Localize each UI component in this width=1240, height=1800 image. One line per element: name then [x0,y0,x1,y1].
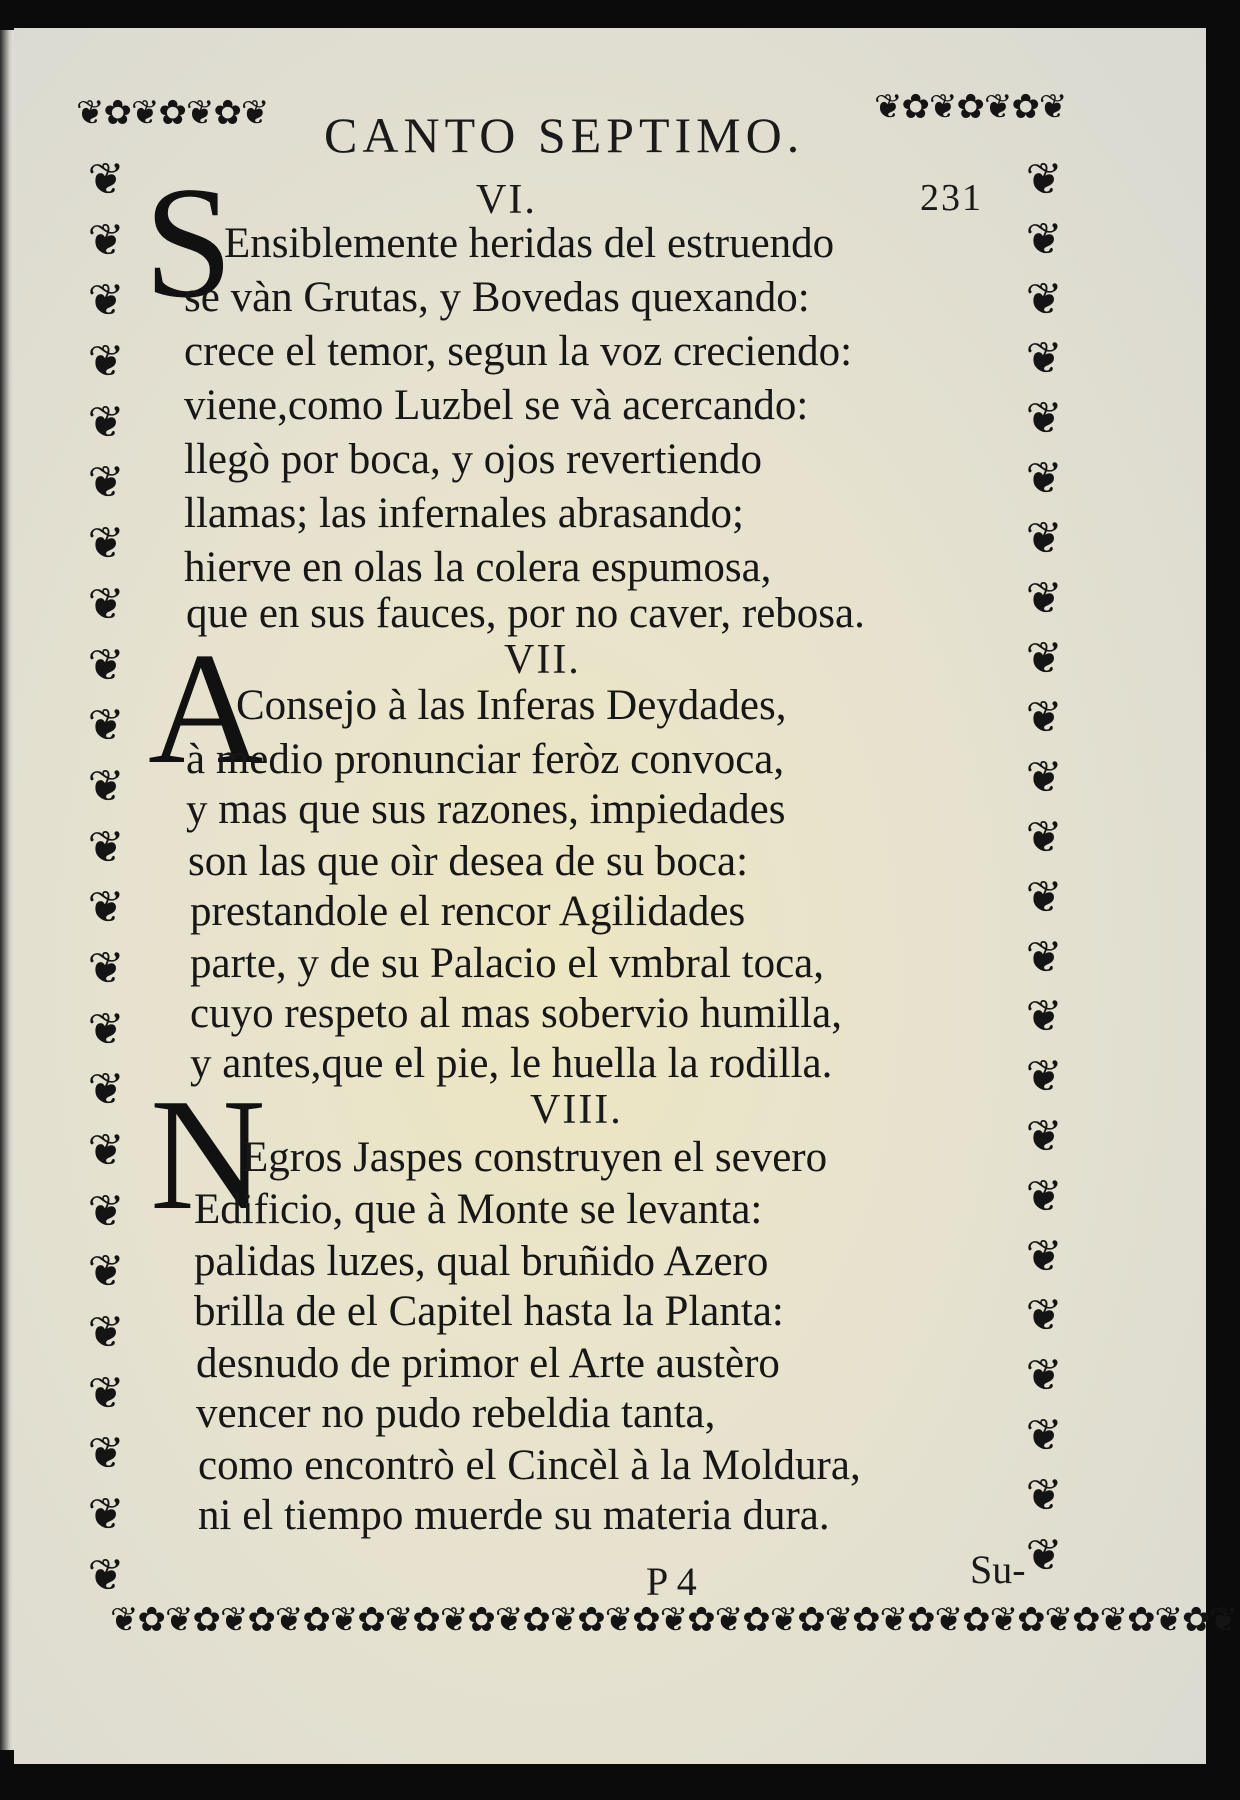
verse-line: son las que oìr desea de su boca: [188,838,749,885]
folio-number: 231 [920,177,983,219]
verse-line: se vàn Grutas, y Bovedas quexando: [184,274,810,321]
verse-line: como encontrò el Cincèl à la Moldura, [198,1442,861,1489]
verse-line: brilla de el Capitel hasta la Planta: [194,1288,784,1335]
drop-cap: N [150,1065,266,1243]
top-right-ornament: ❦✿❦✿❦✿❦ [874,87,1067,127]
drop-cap: A [148,619,264,797]
stanza-number: VI. [476,177,537,223]
verse-line: Egros Jaspes construyen el severo [242,1134,828,1181]
previous-page-edge [0,30,14,1750]
verse-line: Consejo à las Inferas Deydades, [236,682,787,729]
left-ornament-border: ❦ ❦ ❦ ❦ ❦ ❦ ❦ ❦ ❦ ❦ ❦ ❦ ❦ ❦ ❦ ❦ ❦ ❦ ❦ ❦ ❦ ❦ ❦ ❦ [87,154,125,1601]
catchword: Su- [970,1547,1026,1592]
verse-line: crece el temor, segun la voz creciendo: [184,328,853,375]
verse-line: à medio pronunciar feròz convoca, [186,736,785,783]
top-left-ornament: ❦✿❦✿❦✿❦ [76,93,269,133]
verse-line: vencer no pudo rebeldia tanta, [196,1390,716,1437]
verse-line: prestandole el rencor Agilidades [190,888,746,935]
verse-line: que en sus fauces, por no caver, rebosa. [186,590,865,637]
verse-line: y mas que sus razones, impiedades [186,786,786,833]
verse-line: y antes,que el pie, le huella la rodilla. [190,1040,833,1087]
verse-line: ni el tiempo muerde su materia dura. [198,1492,830,1539]
verse-line: llegò por boca, y ojos revertiendo [184,436,762,483]
verse-line: llamas; las infernales abrasando; [184,490,744,537]
verse-line: hierve en olas la colera espumosa, [184,544,772,591]
verse-line: cuyo respeto al mas sobervio humilla, [190,990,843,1037]
verse-line: desnudo de primor el Arte austèro [196,1340,780,1387]
bottom-ornament-border: ❦✿❦✿❦✿❦✿❦✿❦✿❦✿❦✿❦✿❦✿❦✿❦✿❦✿❦✿❦✿❦✿❦✿❦✿❦✿❦✿❦ [110,1600,1238,1640]
verse-line: Ensiblemente heridas del estruendo [224,220,835,267]
running-title: CANTO SEPTIMO. [324,107,805,163]
verse-line: palidas luzes, qual bruñido Azero [194,1238,769,1285]
drop-cap: S [144,153,233,331]
verse-line: parte, y de su Palacio el vmbral toca, [190,940,825,987]
signature-mark: P 4 [646,1559,697,1604]
book-page [14,28,1238,1764]
right-ornament-border: ❦ ❦ ❦ ❦ ❦ ❦ ❦ ❦ ❦ ❦ ❦ ❦ ❦ ❦ ❦ ❦ ❦ ❦ ❦ ❦ ❦ ❦ ❦ ❦ [1025,154,1063,1581]
verse-line: Edificio, que à Monte se levanta: [194,1186,763,1233]
stanza-number: VIII. [530,1087,623,1133]
stanza-number: VII. [504,637,581,683]
verse-line: viene,como Luzbel se và acercando: [184,382,809,429]
